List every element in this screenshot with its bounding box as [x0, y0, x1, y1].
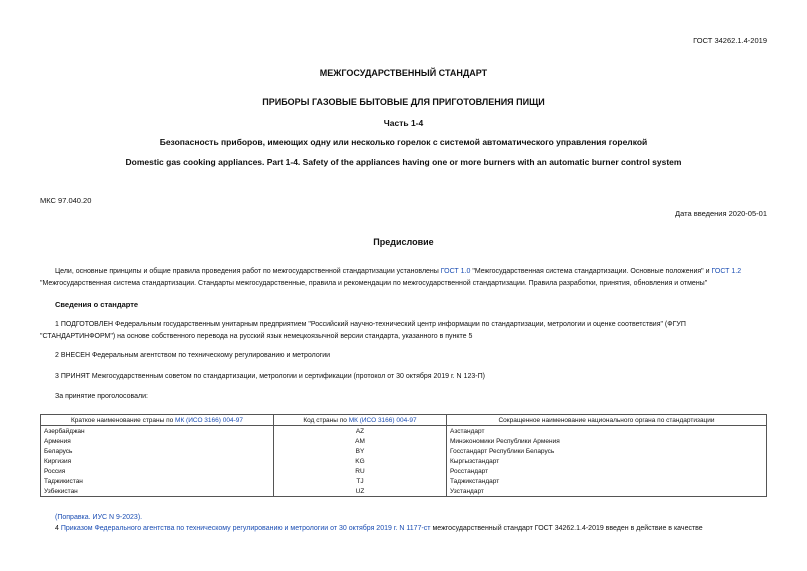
correction-link[interactable]: (Поправка. ИУС N 9-2023). [55, 514, 143, 521]
preface-text-part3: "Межгосударственная система стандартизации. Стандарты межгосударственные, правила и рекомендации по межгосударственной стандартизации. Правила разработки, принятия, обновления и отмены" [40, 280, 708, 287]
table-row [41, 466, 767, 476]
table-row [41, 486, 767, 497]
subtitle-english: Domestic gas cooking appliances. Part 1-4. Safety of the appliances having one or more burners with an automatic burner control system [125, 157, 682, 167]
order-link[interactable]: Приказом Федерального агентства по техническому регулированию и метрологии от 30 октября 2019 г. N 1177-ст [60, 525, 431, 532]
column-header-code: Код страны по МК (ИСО 3166) 004-97 [274, 415, 447, 426]
part-title: Часть 1-4 [383, 118, 424, 128]
country-cell: Узбекистан [41, 486, 274, 497]
code-cell: KG [274, 456, 447, 466]
item-3-text: 3 ПРИНЯТ Межгосударственным советом по стандартизации, метрологии и сертификации (протокол от 30 октября 2019 г. N 123-П) [55, 373, 485, 380]
preface-heading: Предисловие [373, 237, 434, 247]
organization-cell: Госстандарт Республики Беларусь [447, 446, 767, 456]
item-1-line1: 1 ПОДГОТОВЛЕН Федеральным государственным унитарным предприятием "Российский научно-технический центр информации по стандартизации, метрологии и оценке соответствия" (ФГУП [55, 321, 686, 328]
preface-text-part2: "Межгосударственная система стандартизации. Основные положения" и [470, 268, 712, 275]
standard-info-heading: Сведения о стандарте [55, 300, 139, 309]
code-cell: UZ [274, 486, 447, 497]
mk-iso-link[interactable]: МК (ИСО 3166) 004-97 [175, 416, 243, 424]
item-1-paragraph [40, 319, 767, 343]
document-code: ГОСТ 34262.1.4-2019 [693, 36, 767, 45]
code-cell: RU [274, 466, 447, 476]
mks-code: МКС 97.040.20 [40, 196, 92, 205]
item-1-line2: "СТАНДАРТИНФОРМ") на основе собственного перевода на русский язык немецкоязычной версии стандарта, указанного в пункте 5 [40, 333, 473, 340]
item-4-number: 4 [55, 525, 61, 532]
standard-name-title: ПРИБОРЫ ГАЗОВЫЕ БЫТОВЫЕ ДЛЯ ПРИГОТОВЛЕНИЯ ПИЩИ [262, 97, 545, 107]
code-cell: AM [274, 436, 447, 446]
organization-cell: Узстандарт [447, 486, 767, 497]
organization-cell: Кыргызстандарт [447, 456, 767, 466]
country-cell: Таджикистан [41, 476, 274, 486]
column-header-organization: Сокращенное наименование национального органа по стандартизации [447, 415, 767, 426]
code-cell: BY [274, 446, 447, 456]
table-row [41, 436, 767, 446]
table-row [41, 456, 767, 466]
item-4-paragraph [40, 523, 767, 535]
standard-type-title: МЕЖГОСУДАРСТВЕННЫЙ СТАНДАРТ [319, 68, 488, 78]
organization-cell: Минэкономики Республики Армения [447, 436, 767, 446]
introduction-date: Дата введения 2020-05-01 [675, 209, 767, 218]
organization-cell: Азстандарт [447, 426, 767, 437]
gost-1-2-link[interactable]: ГОСТ 1.2 [711, 268, 742, 275]
subtitle-russian: Безопасность приборов, имеющих одну или несколько горелок с системой автоматического управления горелкой [159, 137, 648, 147]
preface-text-part1: Цели, основные принципы и общие правила проведения работ по межгосударственной стандартизации установлены [55, 268, 441, 275]
mk-iso-link[interactable]: МК (ИСО 3166) 004-97 [348, 416, 417, 424]
country-cell: Беларусь [41, 446, 274, 456]
preface-paragraph [40, 266, 767, 290]
gost-1-0-link[interactable]: ГОСТ 1.0 [440, 268, 471, 275]
country-cell: Азербайджан [41, 426, 274, 437]
table-row [41, 476, 767, 486]
code-cell: TJ [274, 476, 447, 486]
table-header-row [41, 415, 767, 426]
table-row [41, 446, 767, 456]
code-cell: AZ [274, 426, 447, 437]
voted-label: За принятие проголосовали: [55, 393, 148, 400]
organization-cell: Таджикстандарт [447, 476, 767, 486]
voting-countries-table [40, 414, 767, 497]
country-cell: Киргизия [41, 456, 274, 466]
item-2-text: 2 ВНЕСЕН Федеральным агентством по техническому регулированию и метрологии [55, 352, 331, 359]
column-header-country: Краткое наименование страны по МК (ИСО 3166) 004-97 [41, 415, 274, 426]
table-row [41, 426, 767, 437]
item-4-text: межгосударственный стандарт ГОСТ 34262.1.4-2019 введен в действие в качестве [430, 525, 703, 532]
organization-cell: Росстандарт [447, 466, 767, 476]
country-cell: Армения [41, 436, 274, 446]
country-cell: Россия [41, 466, 274, 476]
